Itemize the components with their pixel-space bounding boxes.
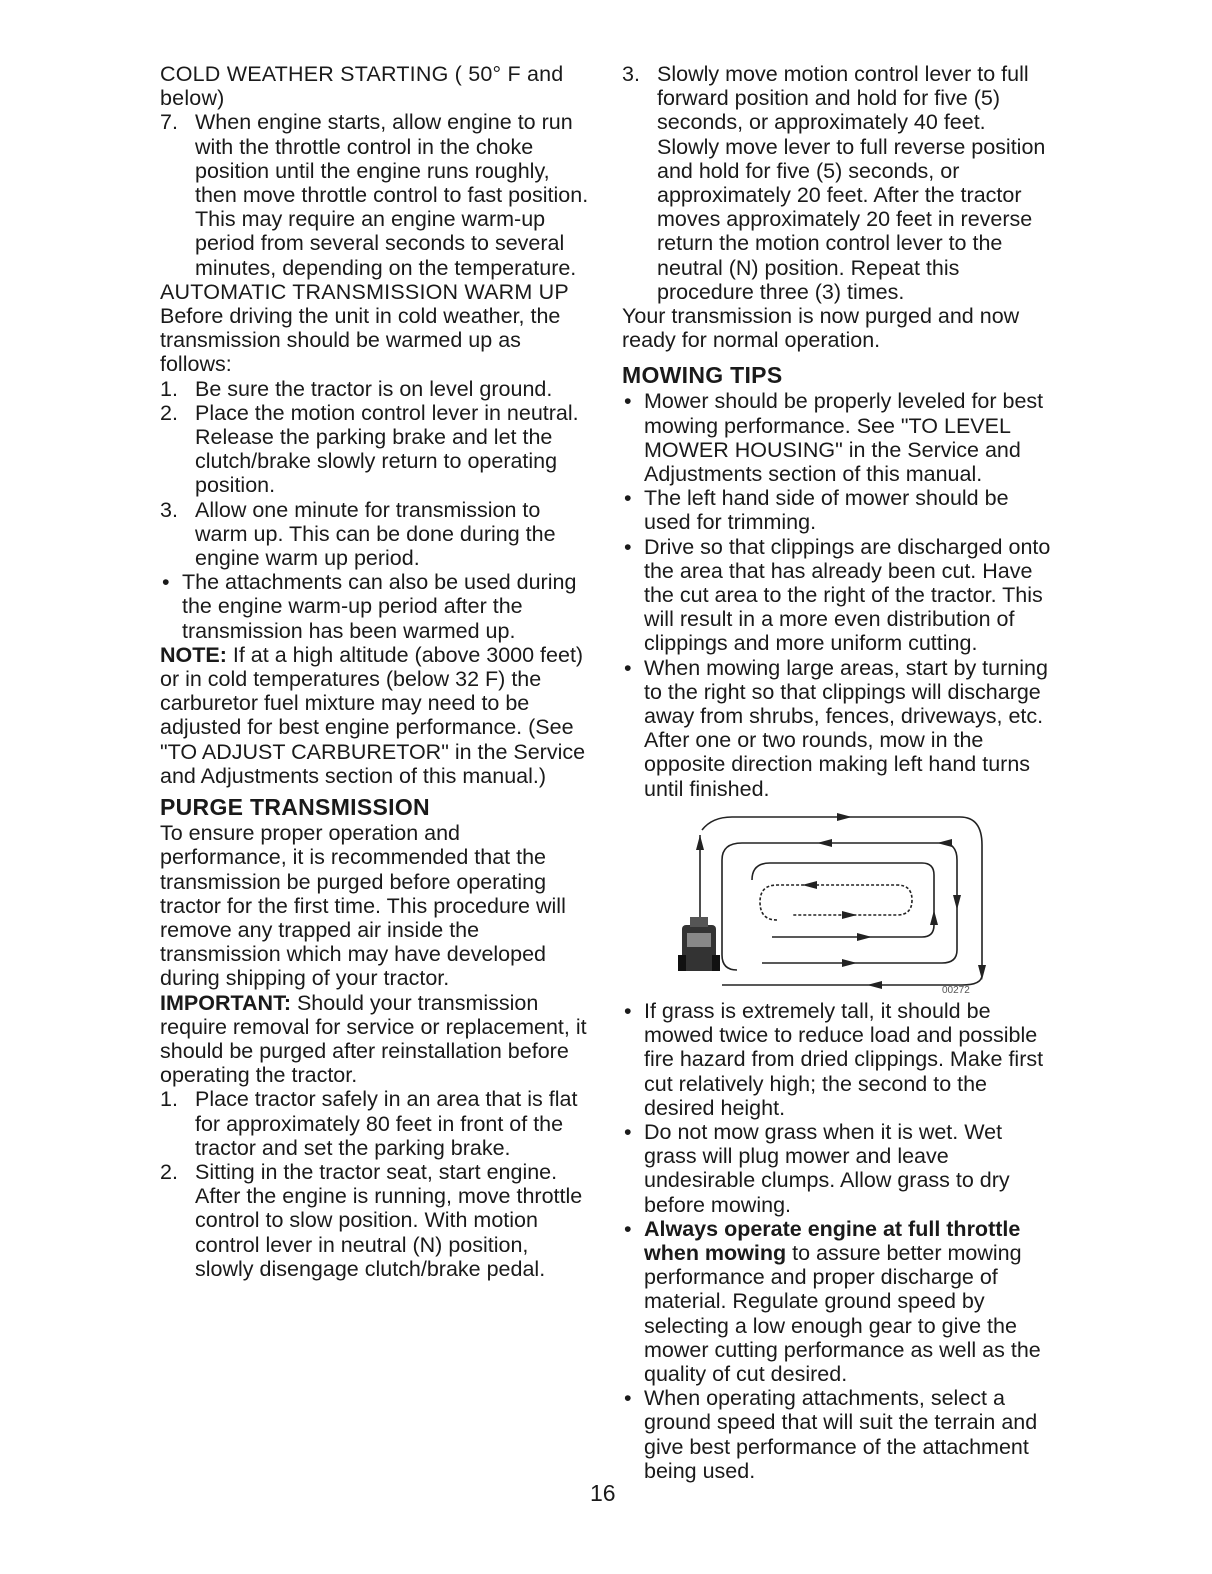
throttle-rest: to assure better mowing performance and proper discharge of material. Regulate ground speed by selecting a low enough gear to give the mower cutting performance as well as the quality of cut desired. [644,1240,1041,1386]
step-number: 2. [160,1159,178,1184]
arrow-left-icon [817,839,832,847]
note-text: If at a high altitude (above 3000 feet) or in cold temperatures (below 32 F) the carburetor fuel mixture may need to be adjusted for best engine performance. (See "TO ADJUST CARBURETOR" in the Service and Adjustments section of this manual.) [160,642,586,788]
mowing-pattern-diagram [642,805,987,995]
arrow-right-icon [837,813,852,821]
step-number: 3. [160,497,178,522]
tip-text: Drive so that clippings are discharged onto the area that has already been cut. Have the cut area to the right of the tractor. This will result in a more even distribution of clippings and more uniform cutting. [644,534,1051,656]
warmup-step-2 [160,401,592,498]
tip-text: When mowing large areas, start by turning to the right so that clippings will discharge away from shrubs, fences, driveways, etc. After one or two rounds, mow in the opposite direction making left hand turns until finished. [644,655,1048,801]
arrow-left-icon [937,839,952,847]
auto-warmup-heading: AUTOMATIC TRANSMISSION WARM UP [160,279,569,304]
step-number: 3. [622,62,640,86]
tip-text: Mower should be properly leveled for best mowing performance. See "TO LEVEL MOWER HOUSING" in the Service and Adjustments section of this manual. [644,389,1044,487]
tip-text: The left hand side of mower should be used for trimming. [644,486,1009,535]
step-number: 7. [160,110,178,135]
mowing-tip-3 [622,535,1052,656]
step-number: 1. [160,1087,178,1112]
purge-done-text: Your transmission is now purged and now ready for normal operation. [622,304,1020,353]
right-column [622,62,1052,1483]
page-number: 16 [590,1480,616,1506]
step-text: Be sure the tractor is on level ground. [195,376,553,401]
second-path [722,843,957,970]
bullet-dot: • [624,389,632,414]
warmup-step-1 [160,377,592,401]
mowing-tip-4 [622,656,1052,801]
warmup-step-3 [160,498,592,571]
step-text: Place the motion control lever in neutral. Release the parking brake and let the clutch/brake slowly return to operating position. [195,400,579,498]
mowing-tip-2 [622,486,1052,534]
step-text: Slowly move motion control lever to full forward position and hold for five (5) seconds, or approximately 40 feet. Slowly move lever to full reverse position and hold for five (5) seconds, or approximately 20 feet. After the tractor moves approximately 20 feet in reverse return the motion control lever to the neutral (N) position. Repeat this procedure three (3) times. [657,62,1046,304]
tip-text: If grass is extremely tall, it should be mowed twice to reduce load and possible fire hazard from dried clippings. Make first cut relatively high; the second to the desired height. [644,998,1044,1120]
bullet-dot: • [624,534,632,559]
step-text: Allow one minute for transmission to warm up. This can be done during the engine warm up period. [195,497,556,571]
note-paragraph [160,643,592,788]
note-label: NOTE: [160,642,227,667]
arrow-down-icon [978,965,986,980]
core-path [760,885,912,920]
auto-warmup-intro: Before driving the unit in cold weather, the transmission should be warmed up as follows: [160,304,561,377]
bullet-dot: • [624,1216,632,1241]
important-paragraph [160,991,592,1088]
figure-code: 00272 [942,984,970,995]
tip-text [644,1217,1041,1386]
mowing-tip-7 [622,1217,1052,1386]
mowing-tip-6 [622,1120,1052,1217]
inner-path [752,863,934,937]
mowing-tip-1 [622,389,1052,486]
purge-heading: PURGE TRANSMISSION [160,794,430,821]
bullet-dot: • [162,570,170,595]
warmup-bullet [160,570,592,643]
bullet-dot: • [624,1386,632,1411]
left-column [160,62,592,1281]
step-text: Sitting in the tractor seat, start engine. After the engine is running, move throttle control to slow position. With motion control lever in neutral (N) position, slowly disengage clutch/brake pedal. [195,1159,583,1281]
tip-text: When operating attachments, select a ground speed that will suit the terrain and give best performance of the attachment being used. [644,1386,1038,1483]
step-text: Place tractor safely in an area that is flat for approximately 80 feet in front of the tractor and set the parking brake. [195,1087,578,1160]
important-text: Should your transmission require removal for service or replacement, it should be purged after reinstallation before operating the tractor. [160,990,587,1088]
step-7 [160,110,592,279]
bullet-dot: • [624,486,632,511]
mowing-tips-heading: MOWING TIPS [622,362,783,389]
arrow-right-icon [842,959,857,967]
bullet-dot: • [624,998,632,1023]
purge-intro: To ensure proper operation and performance, it is recommended that the transmission be purged before operating tractor for the first time. This procedure will remove any trapped air inside the transmission which may have developed during shipping of your tractor. [160,821,566,991]
step-text: When engine starts, allow engine to run with the throttle control in the choke position until the engine runs roughly, then move throttle control to fast position. This may require an engine warm-up period from several seconds to several minutes, depending on the temperature. [195,110,589,280]
bullet-text: The attachments can also be used during the engine warm-up period after the transmission has been warmed up. [182,570,577,643]
throttle-bold: Always operate engine at full throttle when mowing [644,1216,1021,1265]
arrow-up-icon [696,835,704,850]
arrow-right-icon [842,911,857,919]
arrow-left-icon [802,881,817,889]
mowing-tip-8 [622,1386,1052,1483]
arrow-up-icon [930,910,938,925]
tip-text: Do not mow grass when it is wet. Wet grass will plug mower and leave undesirable clumps. Allow grass to dry before mowing. [644,1119,1010,1217]
arrow-right-icon [857,933,872,941]
mowing-tip-5 [622,999,1052,1120]
bullet-dot: • [624,655,632,680]
purge-step-1 [160,1087,592,1160]
purge-step-3 [622,62,1052,304]
cold-weather-heading: COLD WEATHER STARTING ( 50° F and below) [160,62,564,111]
step-number: 2. [160,400,178,425]
step-number: 1. [160,376,178,401]
arrow-left-icon [867,981,882,989]
tractor-icon [678,917,720,971]
purge-step-2 [160,1160,592,1281]
bullet-dot: • [624,1119,632,1144]
arrow-down-icon [953,895,961,910]
important-label: IMPORTANT: [160,990,291,1015]
